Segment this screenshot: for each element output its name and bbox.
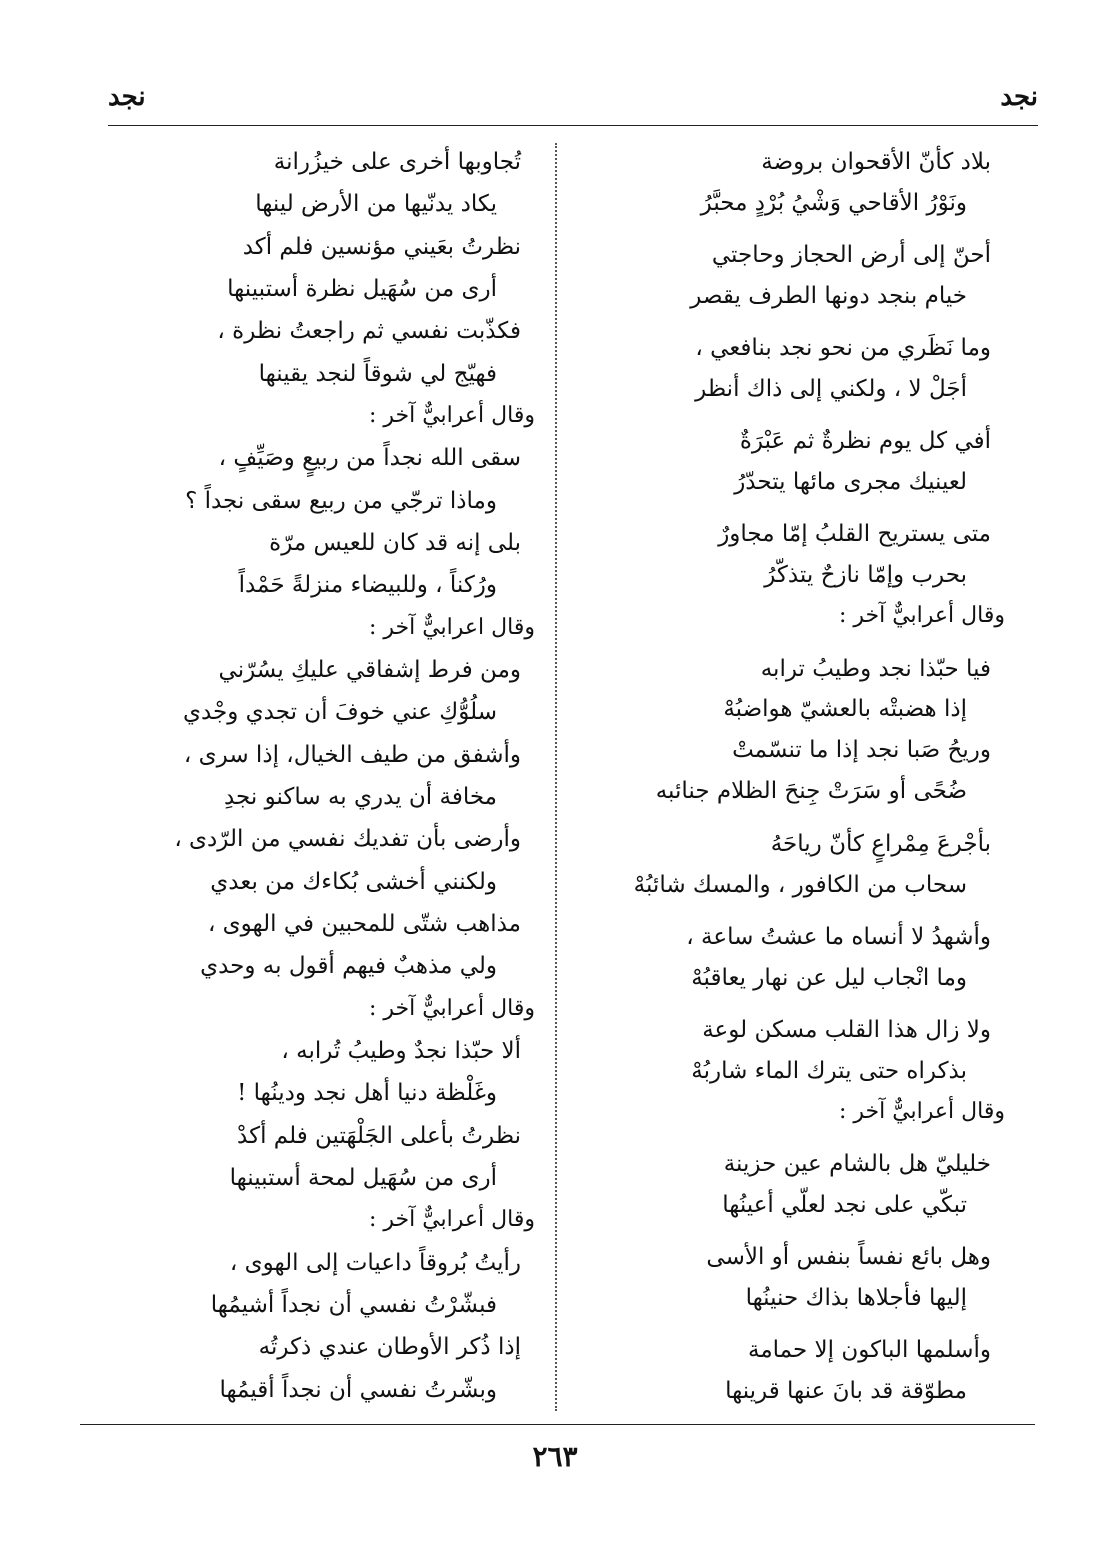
verse-line: سحاب من الكافور ، والمسك شائبُهْ [633,871,967,898]
running-head-right: نجد [1000,82,1038,112]
verse-line: وأشهدُ لا أنساه ما عشتُ ساعة ، [686,923,991,950]
verse-line: وما نَظَري من نحو نجد بنافعي ، [695,335,991,362]
left-poem-column [140,140,535,1410]
verse-line: وماذا ترجّي من ربيع سقى نجداً ؟ [185,487,497,514]
verse-line: بذكراه حتى يترك الماء شاربُهْ [691,1057,967,1084]
verse-line: رأيتُ بُروقاً داعيات إلى الهوى ، [229,1249,521,1276]
verse-line: بلى إنه قد كان للعيس مرّة [269,529,521,556]
verse-line: سلُوُّكِ عني خوفَ أن تجدي وجْدي [182,699,497,726]
page-number: ٢٦٣ [532,1440,578,1473]
column-divider [555,143,557,1411]
verse-line: سقى الله نجداً من ربيعٍ وصَيِّفٍ ، [218,445,521,472]
verse-line: تُجاوبها أخرى على خيزُرانة [273,149,521,175]
verse-line: مطوّقة قد بانَ عنها قرينها [725,1378,967,1405]
verse-line: بحرب وإمّا نازحٌ يتذكّرُ [764,562,967,589]
stanza-gap [575,1224,1005,1235]
poem-attribution: وقال أعرابيٌّ آخر : [838,603,1005,629]
verse-line: فهيّج لي شوقاً لنجد يقينها [258,360,497,387]
verse-line: فكذّبت نفسي ثم راجعتُ نظرة ، [217,318,521,345]
verse-line: نظرتُ بعَيني مؤنسين فلم أكد [242,233,521,260]
verse-line: خليليّ هل بالشام عين حزينة [723,1150,991,1177]
poem-attribution: وقال أعرابيٌّ آخر : [368,995,535,1021]
verse-line: وأرضى بأن تفديك نفسي من الرّدى ، [174,826,521,853]
poem-attribution: وقال اعرابيٌّ آخر : [368,614,535,640]
verse-line: يكاد يدنّيها من الأرض لينها [255,191,497,218]
verse-line: وأشفق من طيف الخيال، إذا سرى ، [183,741,521,768]
verse-line: أرى من سُهَيل نظرة أستبينها [227,275,497,302]
verse-line: ألا حبّذا نجدٌ وطيبُ تُرابه ، [281,1037,521,1064]
header-rule [108,125,1038,126]
stanza-gap [575,315,1005,326]
verse-line: مذاهب شتّى للمحبين في الهوى ، [207,910,521,937]
stanza-gap [575,501,1005,512]
verse-line: بأجْرعَ مِمْراعٍ كأنّ رياحَهُ [770,830,991,857]
page-header [108,72,1038,122]
verse-line: ولكنني أخشى بُكاءك من بعدي [210,868,497,895]
verse-line: وريحُ صَبا نجد إذا ما تنسّمتْ [732,737,991,764]
stanza-gap [575,904,1005,915]
verse-line: متى يستريح القلبُ إمّا مجاورٌ [718,521,991,548]
stanza-gap [575,810,1005,821]
verse-line: خيام بنجد دونها الطرف يقصر [690,283,967,310]
verse-line: أفي كل يوم نظرةٌ ثم عَبْرَةٌ [739,428,991,455]
poem-attribution: وقال أعرابيٌّ آخر : [368,402,535,428]
verse-line: ولا زال هذا القلب مسكن لوعة [702,1016,991,1043]
verse-line: نظرتُ بأعلى الجَلْهَتين فلم أكدْ [237,1122,521,1149]
verse-line: وهل بائع نفساً بنفس أو الأسى [706,1243,991,1270]
verse-line: أجَلْ لا ، ولكني إلى ذاك أنظر [695,376,967,403]
stanza-gap [575,997,1005,1008]
verse-line: بلاد كأنّ الأقحوان بروضة [761,149,991,175]
verse-line: وبشّرتُ نفسي أن نجداً أقيمُها [219,1376,497,1403]
poem-attribution: وقال أعرابيٌّ آخر : [838,1098,1005,1124]
verse-line: وغَلْظة دنيا أهل نجد ودينُها ! [237,1080,497,1107]
verse-line: تبكّي على نجد لعلّي أعينُها [722,1191,967,1218]
verse-line: ولي مذهبٌ فيهم أقول به وحدي [200,953,497,980]
stanza-gap [575,222,1005,233]
verse-line: فيا حبّذا نجد وطيبُ ترابه [760,655,991,682]
verse-line: ورُكناً ، وللبيضاء منزلةً حَمْداً [238,572,497,599]
verse-line: لعينيك مجرى مائها يتحدّرُ [734,469,967,496]
verse-line: إليها فأجلاها بذاك حنينُها [745,1284,967,1311]
verse-line: فبشّرْتُ نفسي أن نجداً أشيمُها [210,1291,497,1318]
verse-line: ضُحًى أو سَرَتْ جِنحَ الظلام جنائبه [655,778,967,805]
running-head-left: نجد [108,82,146,112]
footer-rule [80,1424,1035,1425]
verse-line: وأسلمها الباكون إلا حمامة [748,1337,991,1364]
verse-line: إذا ذُكر الأوطان عندي ذكرتُه [258,1334,521,1361]
verse-line: ونَوْرُ الأقاحي وَشْيُ بُرْدٍ محبَّرُ [700,189,967,216]
right-poem-column [575,140,1005,1410]
verse-line: إذا هضبتْه بالعشيّ هواضبُهْ [723,696,967,723]
verse-line: وما انْجاب ليل عن نهار يعاقبُهْ [691,964,967,991]
stanza-gap [575,1317,1005,1328]
verse-line: ومن فرط إشفاقي عليكِ يسُرّني [218,656,521,683]
stanza-gap [575,1131,1005,1142]
verse-line: أرى من سُهَيل لمحة أستبينها [229,1164,497,1191]
stanza-gap [575,408,1005,419]
poem-attribution: وقال أعرابيٌّ آخر : [368,1207,535,1233]
verse-line: مخافة أن يدري به ساكنو نجدِ [223,783,497,810]
verse-line: أحنّ إلى أرض الحجاز وحاجتي [711,242,991,269]
stanza-gap [575,635,1005,646]
